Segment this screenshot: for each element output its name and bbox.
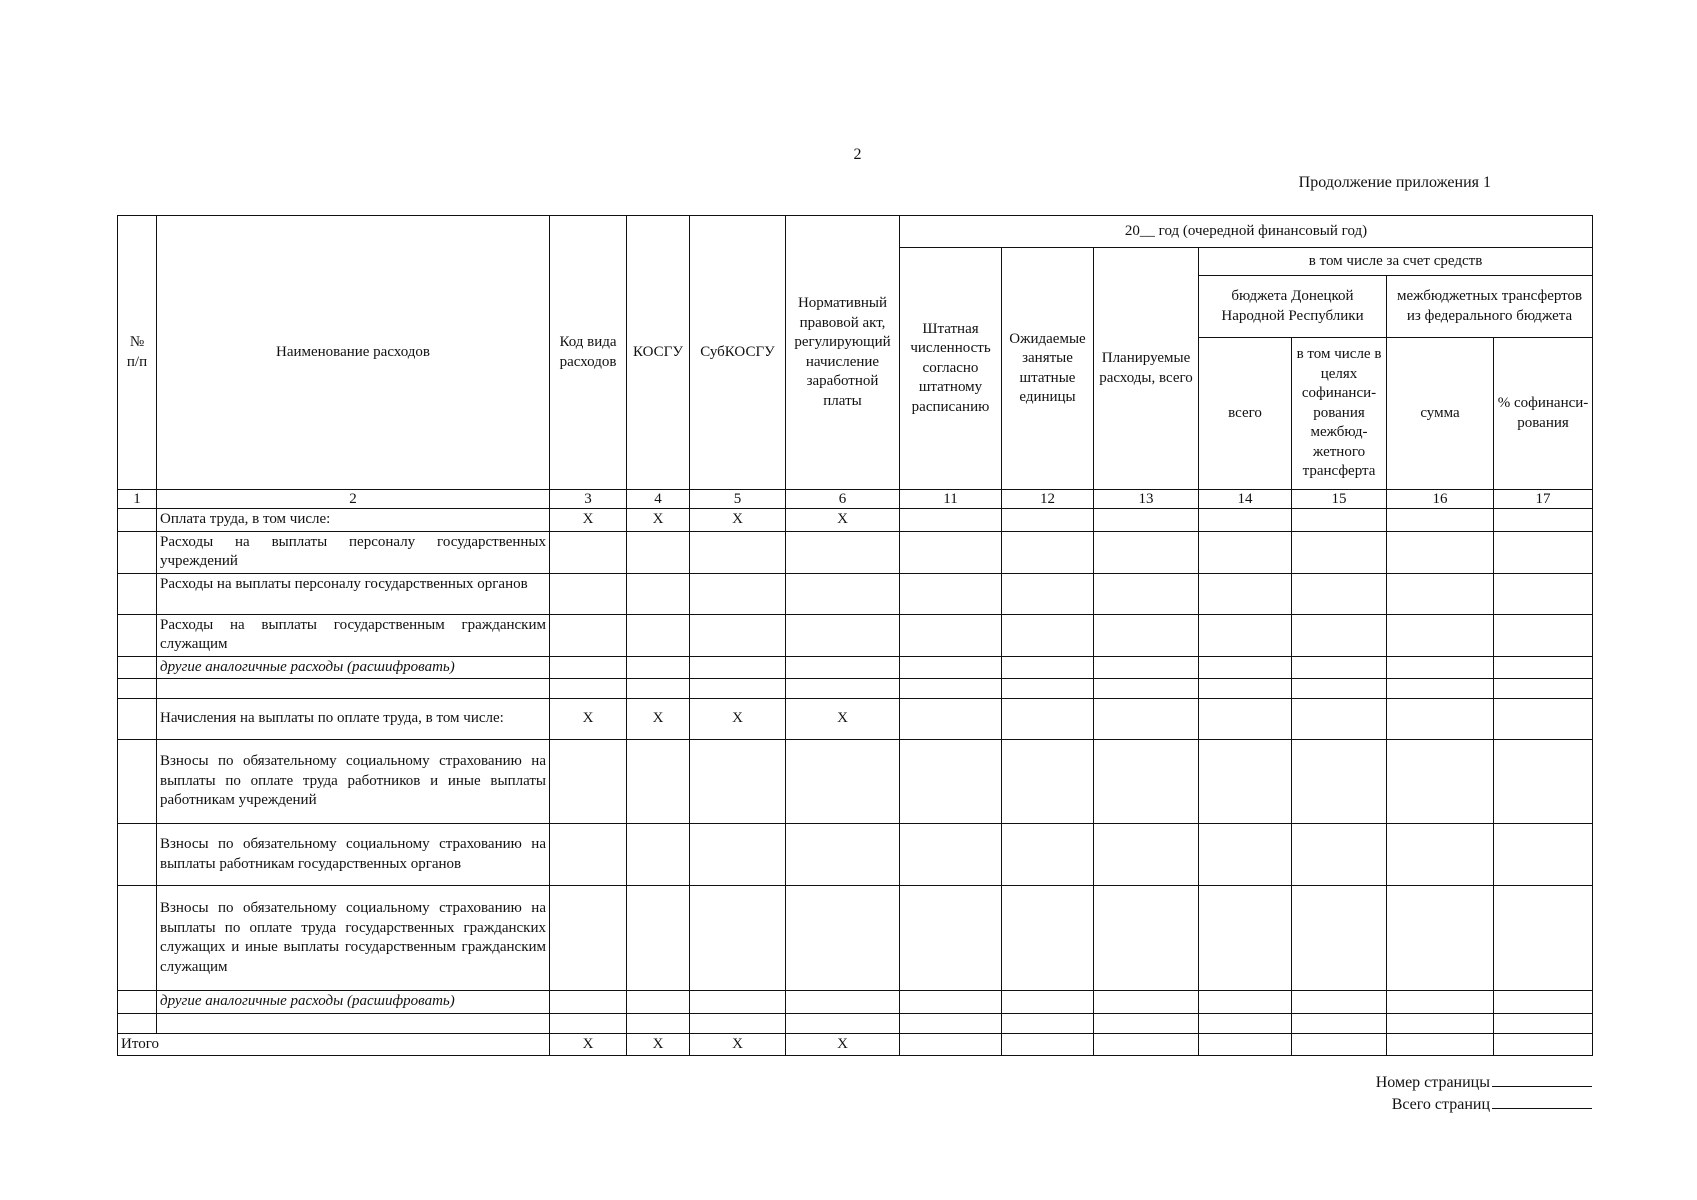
value-cell[interactable] xyxy=(1094,509,1199,532)
value-cell[interactable] xyxy=(900,531,1002,573)
value-cell[interactable] xyxy=(1094,531,1199,573)
value-cell[interactable] xyxy=(1292,531,1387,573)
value-cell[interactable] xyxy=(1002,614,1094,656)
code-cell[interactable] xyxy=(786,656,900,679)
expense-name-cell: другие аналогичные расходы (расшифровать) xyxy=(157,656,550,679)
value-cell[interactable] xyxy=(1292,740,1387,824)
table-row xyxy=(118,656,1593,679)
value-cell[interactable] xyxy=(1387,824,1494,886)
expense-name-cell: Расходы на выплаты государственным гражданским служащим xyxy=(157,614,550,656)
column-number: 17 xyxy=(1494,490,1593,509)
row-number-cell[interactable] xyxy=(118,656,157,679)
value-cell[interactable] xyxy=(1199,699,1292,740)
value-cell[interactable] xyxy=(1387,699,1494,740)
code-cell[interactable] xyxy=(786,573,900,614)
value-cell[interactable] xyxy=(1094,1013,1199,1033)
value-cell[interactable] xyxy=(1292,886,1387,991)
value-cell[interactable] xyxy=(1094,656,1199,679)
x-mark-cell: X xyxy=(690,1033,786,1056)
code-cell[interactable] xyxy=(627,656,690,679)
column-number: 5 xyxy=(690,490,786,509)
column-number: 16 xyxy=(1387,490,1494,509)
value-cell[interactable] xyxy=(1199,614,1292,656)
value-cell[interactable] xyxy=(900,1013,1002,1033)
code-cell[interactable] xyxy=(786,991,900,1014)
code-cell[interactable] xyxy=(550,991,627,1014)
code-cell[interactable] xyxy=(786,679,900,699)
column-number: 14 xyxy=(1199,490,1292,509)
total-value-cell[interactable] xyxy=(1494,1033,1593,1056)
value-cell[interactable] xyxy=(1094,679,1199,699)
column-number: 11 xyxy=(900,490,1002,509)
code-cell[interactable] xyxy=(786,824,900,886)
value-cell[interactable] xyxy=(1494,531,1593,573)
expense-name-cell: Расходы на выплаты персоналу государственных учреждений xyxy=(157,531,550,573)
expense-name-cell: Начисления на выплаты по оплате труда, в том числе: xyxy=(157,699,550,740)
table-row xyxy=(118,509,1593,532)
total-pages-footer xyxy=(1392,1094,1592,1114)
code-cell[interactable] xyxy=(690,614,786,656)
value-cell[interactable] xyxy=(1002,740,1094,824)
total-value-cell[interactable] xyxy=(1094,1033,1199,1056)
value-cell[interactable] xyxy=(900,991,1002,1014)
column-numbers-row xyxy=(118,490,1593,509)
value-cell[interactable] xyxy=(900,699,1002,740)
table-row xyxy=(118,824,1593,886)
appendix-note: Продолжение приложения 1 xyxy=(1298,174,1491,191)
header-cofin: в том числе в целях софинанси-рования межбюд-жетного трансферта xyxy=(1292,338,1387,490)
value-cell[interactable] xyxy=(900,656,1002,679)
code-cell[interactable] xyxy=(627,614,690,656)
table-row xyxy=(118,886,1593,991)
expense-name-cell xyxy=(157,1013,550,1033)
column-number: 2 xyxy=(157,490,550,509)
x-mark-cell: X xyxy=(627,509,690,532)
value-cell[interactable] xyxy=(1292,679,1387,699)
row-number-cell[interactable] xyxy=(118,991,157,1014)
code-cell[interactable] xyxy=(690,740,786,824)
x-mark-cell: X xyxy=(627,699,690,740)
value-cell[interactable] xyxy=(1094,991,1199,1014)
value-cell[interactable] xyxy=(1494,679,1593,699)
table-row xyxy=(118,679,1593,699)
value-cell[interactable] xyxy=(1094,614,1199,656)
row-number-cell[interactable] xyxy=(118,886,157,991)
code-cell[interactable] xyxy=(786,886,900,991)
value-cell[interactable] xyxy=(1494,991,1593,1014)
column-number: 13 xyxy=(1094,490,1199,509)
expense-name-cell: Расходы на выплаты персоналу государственных органов xyxy=(157,573,550,614)
value-cell[interactable] xyxy=(1292,1013,1387,1033)
value-cell[interactable] xyxy=(1387,509,1494,532)
value-cell[interactable] xyxy=(1199,509,1292,532)
value-cell[interactable] xyxy=(1094,740,1199,824)
column-number: 1 xyxy=(118,490,157,509)
value-cell[interactable] xyxy=(900,886,1002,991)
value-cell[interactable] xyxy=(1199,824,1292,886)
code-cell[interactable] xyxy=(550,740,627,824)
value-cell[interactable] xyxy=(1494,699,1593,740)
code-cell[interactable] xyxy=(550,1013,627,1033)
row-number-cell[interactable] xyxy=(118,699,157,740)
value-cell[interactable] xyxy=(1002,573,1094,614)
value-cell[interactable] xyxy=(1094,573,1199,614)
page-number-line[interactable] xyxy=(1492,1072,1592,1087)
value-cell[interactable] xyxy=(1199,531,1292,573)
x-mark-cell: X xyxy=(550,509,627,532)
table-body xyxy=(118,509,1593,1056)
budget-table xyxy=(117,215,1593,1056)
value-cell[interactable] xyxy=(1494,656,1593,679)
total-value-cell[interactable] xyxy=(1292,1033,1387,1056)
value-cell[interactable] xyxy=(1292,614,1387,656)
total-pages-line[interactable] xyxy=(1492,1094,1592,1109)
value-cell[interactable] xyxy=(1387,886,1494,991)
value-cell[interactable] xyxy=(1199,679,1292,699)
page-number-label: Номер страницы xyxy=(1375,1074,1490,1091)
expense-name-cell: Взносы по обязательному социальному страхованию на выплаты по оплате труда государственных гражданских служащих и иные выплаты государственным гражданским служащим xyxy=(157,886,550,991)
row-number-cell[interactable] xyxy=(118,509,157,532)
total-label: Итого xyxy=(118,1033,550,1056)
value-cell[interactable] xyxy=(1387,614,1494,656)
header-staff: Штатная численность согласно штатному расписанию xyxy=(900,248,1002,490)
value-cell[interactable] xyxy=(1292,656,1387,679)
expense-name-cell: Взносы по обязательному социальному страхованию на выплаты работникам государственных органов xyxy=(157,824,550,886)
value-cell[interactable] xyxy=(1002,824,1094,886)
header-pct: % софинанси-рования xyxy=(1494,338,1593,490)
table-header xyxy=(118,216,1593,509)
code-cell[interactable] xyxy=(690,573,786,614)
row-number-cell[interactable] xyxy=(118,614,157,656)
code-cell[interactable] xyxy=(786,614,900,656)
expense-name-cell: Оплата труда, в том числе: xyxy=(157,509,550,532)
page-number-footer xyxy=(1376,1072,1592,1092)
header-sum: сумма xyxy=(1387,338,1494,490)
value-cell[interactable] xyxy=(1292,824,1387,886)
value-cell[interactable] xyxy=(900,824,1002,886)
value-cell[interactable] xyxy=(1494,740,1593,824)
row-number-cell[interactable] xyxy=(118,1013,157,1033)
value-cell[interactable] xyxy=(1002,509,1094,532)
value-cell[interactable] xyxy=(1199,1013,1292,1033)
value-cell[interactable] xyxy=(1002,1013,1094,1033)
row-number-cell[interactable] xyxy=(118,679,157,699)
x-mark-cell: X xyxy=(627,1033,690,1056)
x-mark-cell: X xyxy=(786,699,900,740)
value-cell[interactable] xyxy=(1292,699,1387,740)
table-row xyxy=(118,614,1593,656)
value-cell[interactable] xyxy=(1002,531,1094,573)
header-total: всего xyxy=(1199,338,1292,490)
x-mark-cell: X xyxy=(786,509,900,532)
header-expected: Ожидаемые занятые штатные единицы xyxy=(1002,248,1094,490)
value-cell[interactable] xyxy=(900,614,1002,656)
total-value-cell[interactable] xyxy=(1002,1033,1094,1056)
column-number: 4 xyxy=(627,490,690,509)
value-cell[interactable] xyxy=(1494,573,1593,614)
row-number-cell[interactable] xyxy=(118,824,157,886)
value-cell[interactable] xyxy=(1292,991,1387,1014)
total-pages-label: Всего страниц xyxy=(1391,1096,1490,1113)
total-value-cell[interactable] xyxy=(900,1033,1002,1056)
value-cell[interactable] xyxy=(1199,991,1292,1014)
x-mark-cell: X xyxy=(786,1033,900,1056)
code-cell[interactable] xyxy=(627,824,690,886)
table-row xyxy=(118,699,1593,740)
code-cell[interactable] xyxy=(550,531,627,573)
x-mark-cell: X xyxy=(550,699,627,740)
header-budget-dnr: бюджета Донецкой Народной Республики xyxy=(1199,276,1387,338)
header-kvr: Код вида расходов xyxy=(550,216,627,490)
value-cell[interactable] xyxy=(1002,886,1094,991)
x-mark-cell: X xyxy=(550,1033,627,1056)
value-cell[interactable] xyxy=(1199,656,1292,679)
header-npa: Нормативный правовой акт, регулирующий начисление заработной платы xyxy=(786,216,900,490)
code-cell[interactable] xyxy=(690,824,786,886)
code-cell[interactable] xyxy=(550,824,627,886)
header-federal: межбюджетных трансфертов из федерального бюджета xyxy=(1387,276,1593,338)
expense-name-cell: другие аналогичные расходы (расшифровать) xyxy=(157,991,550,1014)
header-planned: Планируемые расходы, всего xyxy=(1094,248,1199,490)
value-cell[interactable] xyxy=(1199,740,1292,824)
value-cell[interactable] xyxy=(1002,656,1094,679)
code-cell[interactable] xyxy=(786,1013,900,1033)
row-number-cell[interactable] xyxy=(118,531,157,573)
table-row xyxy=(118,573,1593,614)
value-cell[interactable] xyxy=(1292,573,1387,614)
value-cell[interactable] xyxy=(1494,614,1593,656)
value-cell[interactable] xyxy=(1387,656,1494,679)
x-mark-cell: X xyxy=(690,699,786,740)
value-cell[interactable] xyxy=(1494,509,1593,532)
value-cell[interactable] xyxy=(1387,679,1494,699)
code-cell[interactable] xyxy=(690,991,786,1014)
value-cell[interactable] xyxy=(1002,991,1094,1014)
value-cell[interactable] xyxy=(1387,740,1494,824)
code-cell[interactable] xyxy=(690,531,786,573)
total-value-cell[interactable] xyxy=(1199,1033,1292,1056)
code-cell[interactable] xyxy=(690,886,786,991)
value-cell[interactable] xyxy=(1094,699,1199,740)
column-number: 6 xyxy=(786,490,900,509)
value-cell[interactable] xyxy=(900,679,1002,699)
total-value-cell[interactable] xyxy=(1387,1033,1494,1056)
header-kosgu: КОСГУ xyxy=(627,216,690,490)
code-cell[interactable] xyxy=(690,656,786,679)
value-cell[interactable] xyxy=(1494,824,1593,886)
value-cell[interactable] xyxy=(1387,991,1494,1014)
code-cell[interactable] xyxy=(627,886,690,991)
value-cell[interactable] xyxy=(1002,699,1094,740)
value-cell[interactable] xyxy=(1002,679,1094,699)
code-cell[interactable] xyxy=(627,573,690,614)
value-cell[interactable] xyxy=(1387,573,1494,614)
code-cell[interactable] xyxy=(786,740,900,824)
table-row xyxy=(118,531,1593,573)
value-cell[interactable] xyxy=(1199,886,1292,991)
value-cell[interactable] xyxy=(1292,509,1387,532)
value-cell[interactable] xyxy=(1387,1013,1494,1033)
table-row xyxy=(118,740,1593,824)
value-cell[interactable] xyxy=(1199,573,1292,614)
code-cell[interactable] xyxy=(627,1013,690,1033)
expense-name-cell: Взносы по обязательному социальному страхованию на выплаты по оплате труда работников и иные выплаты работникам учреждений xyxy=(157,740,550,824)
value-cell[interactable] xyxy=(1387,531,1494,573)
code-cell[interactable] xyxy=(550,614,627,656)
value-cell[interactable] xyxy=(1094,824,1199,886)
expense-name-cell xyxy=(157,679,550,699)
code-cell[interactable] xyxy=(550,679,627,699)
code-cell[interactable] xyxy=(550,656,627,679)
value-cell[interactable] xyxy=(900,573,1002,614)
row-number-cell[interactable] xyxy=(118,740,157,824)
code-cell[interactable] xyxy=(627,740,690,824)
code-cell[interactable] xyxy=(690,679,786,699)
header-name: Наименование расходов xyxy=(157,216,550,490)
table-row xyxy=(118,991,1593,1014)
header-no: № п/п xyxy=(118,216,157,490)
column-number: 12 xyxy=(1002,490,1094,509)
x-mark-cell: X xyxy=(690,509,786,532)
code-cell[interactable] xyxy=(690,1013,786,1033)
header-year: 20__ год (очередной финансовый год) xyxy=(900,216,1593,248)
total-row xyxy=(118,1033,1593,1056)
value-cell[interactable] xyxy=(1494,1013,1593,1033)
code-cell[interactable] xyxy=(627,679,690,699)
column-number: 3 xyxy=(550,490,627,509)
code-cell[interactable] xyxy=(786,531,900,573)
code-cell[interactable] xyxy=(550,886,627,991)
table-row xyxy=(118,1013,1593,1033)
value-cell[interactable] xyxy=(900,509,1002,532)
value-cell[interactable] xyxy=(1094,886,1199,991)
value-cell[interactable] xyxy=(900,740,1002,824)
header-subkosgu: СубКОСГУ xyxy=(690,216,786,490)
page-number: 2 xyxy=(853,146,862,163)
code-cell[interactable] xyxy=(627,991,690,1014)
row-number-cell[interactable] xyxy=(118,573,157,614)
column-number: 15 xyxy=(1292,490,1387,509)
header-incl: в том числе за счет средств xyxy=(1199,248,1593,276)
code-cell[interactable] xyxy=(627,531,690,573)
code-cell[interactable] xyxy=(550,573,627,614)
value-cell[interactable] xyxy=(1494,886,1593,991)
